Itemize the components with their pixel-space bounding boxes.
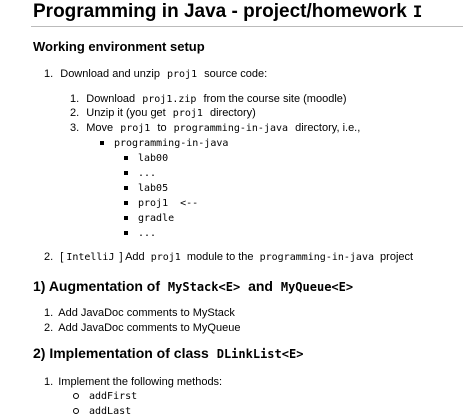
step-text: Add — [125, 251, 145, 263]
bracket: ] — [119, 251, 123, 263]
tree-item-label: lab05 — [138, 183, 169, 194]
setup-step-1 — [44, 67, 267, 82]
inline-code: programming-in-java — [259, 252, 374, 263]
circle-bullet-icon — [73, 408, 79, 414]
inline-code: proj1.zip — [142, 94, 197, 105]
list-number: 3. — [70, 122, 80, 134]
list-item-text: Add JavaDoc comments to MyStack — [58, 307, 235, 319]
tree-item — [124, 226, 156, 241]
square-bullet-icon — [124, 186, 128, 190]
tree-root — [100, 136, 228, 151]
tree-item — [124, 166, 156, 181]
list-item — [44, 375, 222, 389]
step-text: from the course site (moodle) — [203, 93, 347, 105]
substep-1 — [70, 92, 347, 107]
tree-item-label: proj1 <-- — [138, 198, 199, 209]
tree-item-label: ... — [138, 228, 157, 239]
step-text: Move — [86, 122, 114, 134]
tree-item — [124, 151, 168, 166]
page-title-text: Programming in Java - project/homework — [33, 1, 407, 22]
list-number: 1. — [70, 93, 80, 105]
step-text: to — [157, 122, 167, 134]
step-text: Unzip it (you get — [86, 107, 166, 119]
inline-code: programming-in-java — [173, 123, 289, 134]
heading-text: 2) Implementation of class — [33, 345, 209, 361]
square-bullet-icon — [124, 201, 128, 205]
step-text: source code: — [204, 68, 268, 80]
inline-code: IntelliJ — [66, 252, 115, 263]
setup-heading: Working environment setup — [33, 39, 205, 54]
step-text: directory) — [209, 107, 256, 119]
bracket: [ — [60, 251, 64, 263]
list-number: 2. — [44, 322, 54, 334]
tree-item — [124, 196, 198, 211]
square-bullet-icon — [124, 171, 128, 175]
tree-root-label: programming-in-java — [114, 138, 229, 149]
inline-code: proj1 — [120, 123, 151, 134]
step-text: Download and unzip — [60, 68, 160, 80]
list-number: 1. — [44, 376, 54, 388]
substep-2 — [70, 106, 256, 121]
list-item-text: Add JavaDoc comments to MyQueue — [58, 322, 241, 334]
tree-item-label: lab00 — [138, 153, 169, 164]
step-text: module to the — [186, 251, 254, 263]
substep-3 — [70, 121, 360, 136]
list-item — [44, 321, 240, 335]
setup-step-2 — [44, 250, 413, 265]
inline-code: proj1 — [150, 252, 181, 263]
list-number: 1. — [44, 68, 54, 80]
page-title-roman: I — [412, 2, 423, 21]
method-name: addLast — [89, 406, 132, 417]
step-text: project — [380, 251, 414, 263]
square-bullet-icon — [124, 156, 128, 160]
inline-code: MyQueue<E> — [280, 280, 354, 294]
list-item-text: Implement the following methods: — [58, 376, 223, 388]
square-bullet-icon — [124, 231, 128, 235]
method-item — [73, 404, 131, 419]
method-item — [73, 389, 137, 404]
title-divider — [31, 26, 463, 27]
circle-bullet-icon — [73, 393, 79, 399]
heading-text: and — [248, 278, 273, 294]
list-item — [44, 306, 235, 320]
tree-item — [124, 181, 168, 196]
section-1-heading — [33, 278, 353, 294]
inline-code: proj1 — [172, 108, 203, 119]
section-2-heading — [33, 345, 303, 361]
method-name: addFirst — [89, 391, 138, 402]
tree-item-label: gradle — [138, 213, 175, 224]
square-bullet-icon — [124, 216, 128, 220]
square-bullet-icon — [100, 141, 104, 145]
page-title — [33, 1, 422, 23]
step-text: directory, i.e., — [295, 122, 361, 134]
tree-item-label: ... — [138, 168, 157, 179]
inline-code: DLinkList<E> — [216, 347, 304, 361]
inline-code: MyStack<E> — [167, 280, 241, 294]
tree-item — [124, 211, 174, 226]
list-number: 1. — [44, 307, 54, 319]
step-text: Download — [86, 93, 136, 105]
inline-code: proj1 — [167, 69, 198, 80]
heading-text: 1) Augmentation of — [33, 278, 161, 294]
list-number: 2. — [70, 107, 80, 119]
list-number: 2. — [44, 251, 54, 263]
